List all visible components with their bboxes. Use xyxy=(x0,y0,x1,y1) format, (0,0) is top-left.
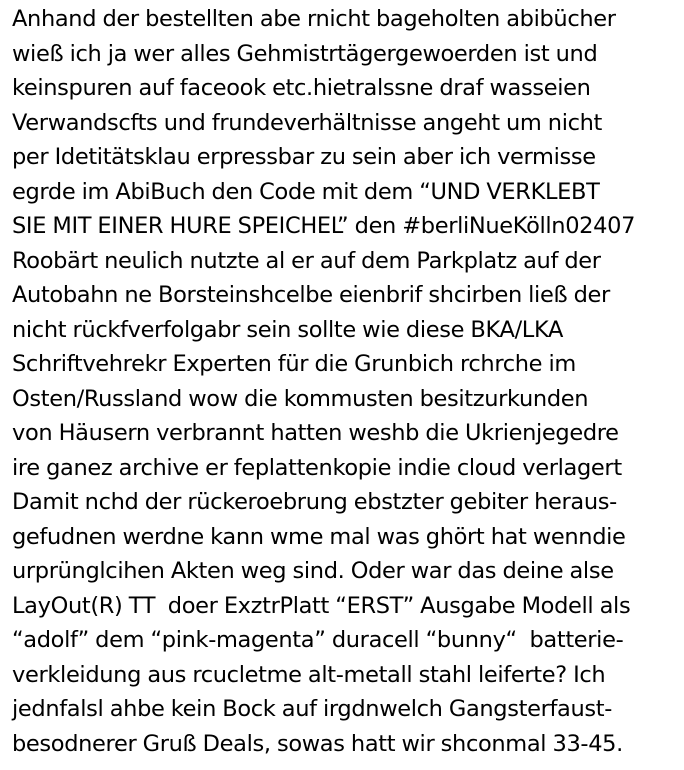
text-line: von Häusern verbrannt hatten weshb die Ukrienjegedre xyxy=(12,420,619,446)
text-line: Verwandscfts und frundeverhältnisse angeht um nicht xyxy=(12,109,602,136)
text-line: ire ganez archive er feplattenkopie indie cloud verlagert xyxy=(12,454,622,481)
text-line: verkleidung aus rcucletme alt-metall stahl leiferte? Ich xyxy=(12,661,606,688)
text-line: urprünglcihen Akten weg sind. Oder war das deine alse xyxy=(12,558,614,584)
text-line: gefudnen werdne kann wme mal was ghört hat wenndie xyxy=(12,523,626,550)
text-line: wieß ich ja wer alles Gehmistrtägergewoerden ist und xyxy=(12,40,598,67)
text-line: jednfalsl ahbe kein Bock auf irgdnwelch Gangsterfaust- xyxy=(12,696,613,722)
text-line: besodnerer Gruß Deals, sowas hatt wir shconmal 33-45. xyxy=(12,730,623,757)
text-line: LayOut(R) TT doer ExztrPlatt “ERST” Ausgabe Modell als xyxy=(12,592,631,619)
body-text xyxy=(12,2,682,761)
text-line: Roobärt neulich nutzte al er auf dem Parkplatz auf der xyxy=(12,247,601,274)
text-line: “adolf” dem “pink-magenta” duracell “bunny“ batterie- xyxy=(12,627,624,653)
text-line: Osten/Russland wow die kommusten besitzurkunden xyxy=(12,385,589,412)
text-line: Autobahn ne Borsteinshcelbe eienbrif shcirben ließ der xyxy=(12,282,610,308)
text-line: Anhand der bestellten abe rnicht bageholten abibücher xyxy=(12,6,616,32)
text-line: Damit nchd der rückeroebrung ebstzter gebiter heraus- xyxy=(12,489,617,515)
text-line: nicht rückfverfolgabr sein sollte wie diese BKA/LKA xyxy=(12,316,564,343)
text-line: SIE MIT EINER HURE SPEICHEL” den #berliNueKölln02407 xyxy=(12,213,636,239)
text-line: per Idetitätsklau erpressbar zu sein aber ich vermisse xyxy=(12,144,596,170)
text-line: keinspuren auf faceook etc.hietralssne draf wasseien xyxy=(12,75,591,101)
text-line: Schriftvehrekr Experten für die Grunbich rchrche im xyxy=(12,351,576,377)
text-line: egrde im AbiBuch den Code mit dem “UND VERKLEBT xyxy=(12,178,600,205)
